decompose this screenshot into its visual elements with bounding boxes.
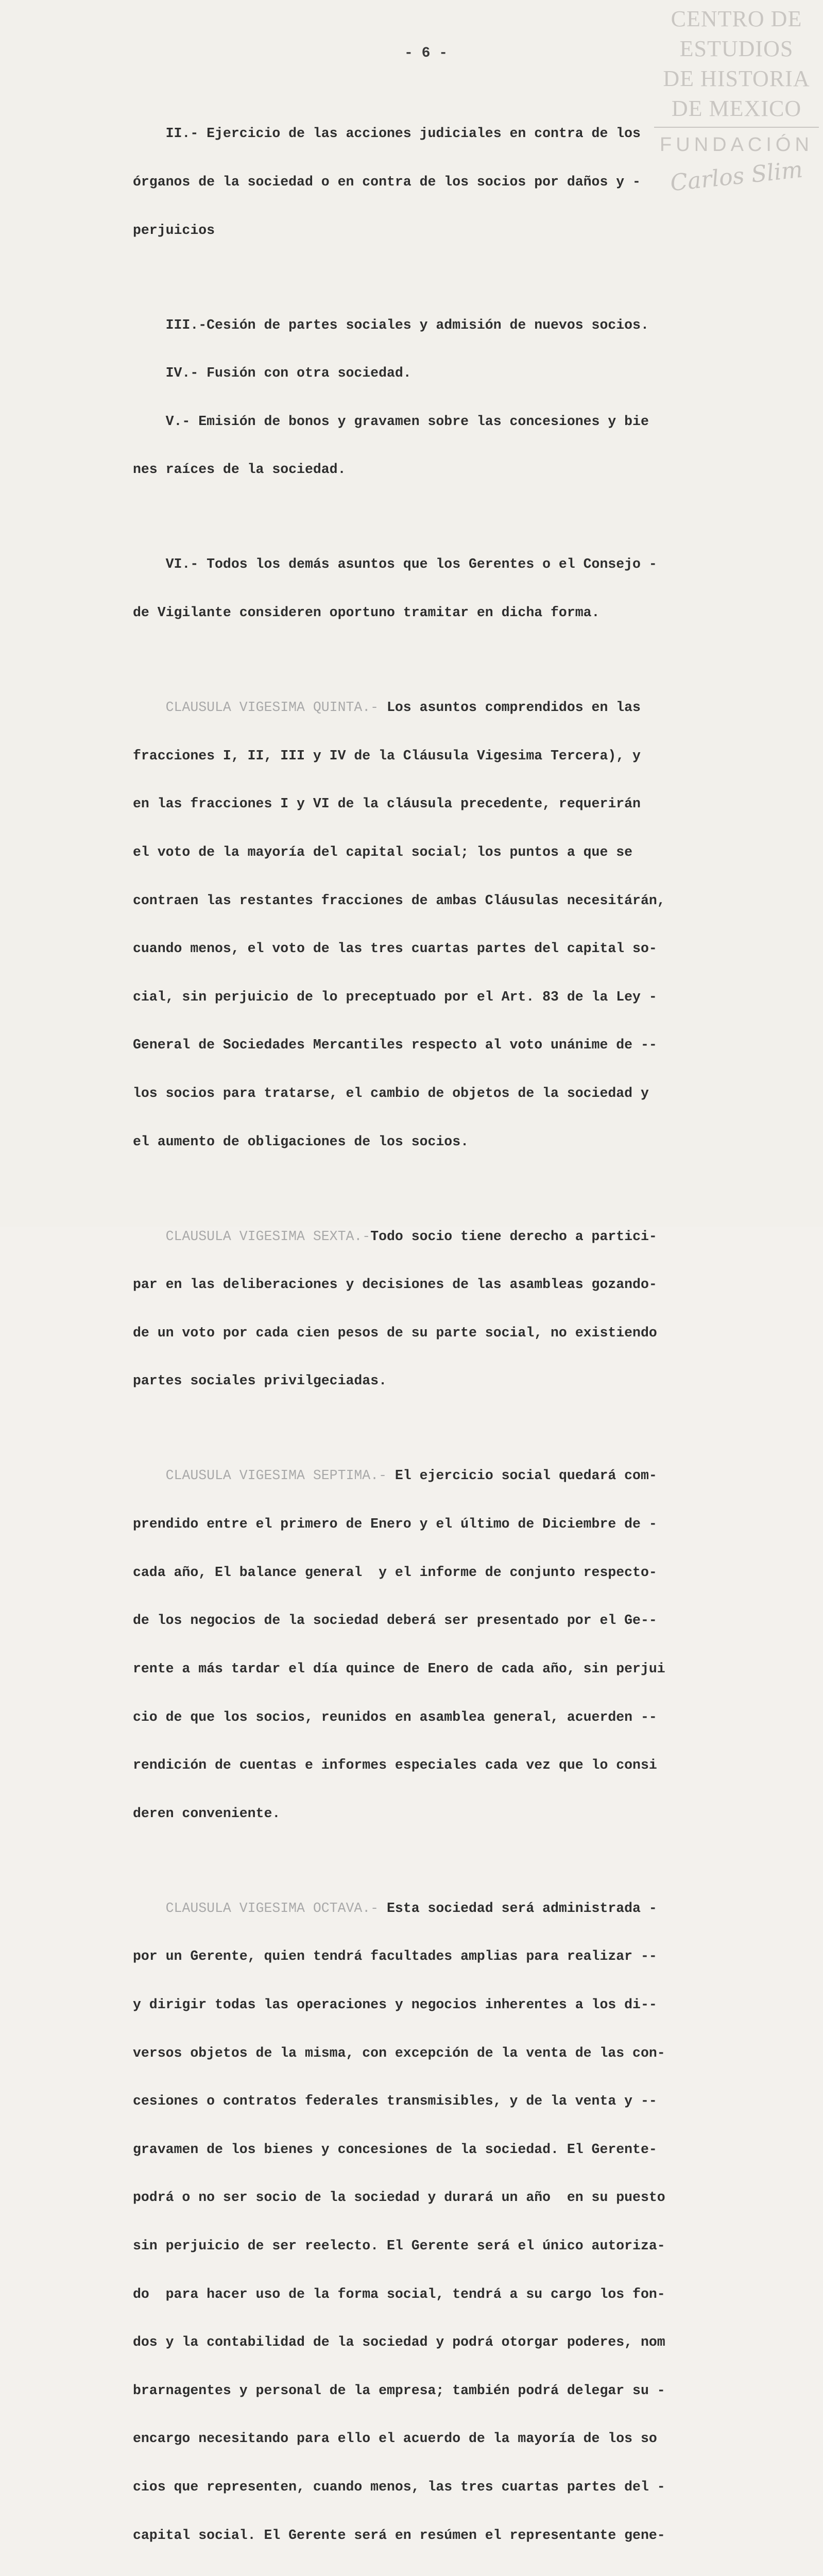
clause-heading: CLAUSULA VIGESIMA SEXTA.-: [133, 1228, 371, 1244]
text-line: cio de que los socios, reunidos en asamblea general, acuerden --: [133, 1709, 657, 1725]
text-line: de los negocios de la sociedad deberá ser presentado por el Ge--: [133, 1613, 657, 1629]
clause-heading: CLAUSULA VIGESIMA OCTAVA.-: [133, 1900, 379, 1916]
watermark-signature: Carlos Slim: [668, 156, 804, 197]
text-line: deren conveniente.: [133, 1805, 281, 1821]
text-line: y dirigir todas las operaciones y negocios inherentes a los di--: [133, 1996, 657, 2012]
text-line: órganos de la sociedad o en contra de los socios por daños y -: [133, 174, 641, 190]
clause-first-text: Esta sociedad será administrada -: [379, 1900, 657, 1916]
text-line: dos y la contabilidad de la sociedad y podrá otorgar poderes, nom: [133, 2334, 665, 2350]
text-line: contraen las restantes fracciones de ambas Cláusulas necesitárán,: [133, 892, 665, 908]
text-line: podrá o no ser socio de la sociedad y durará un año en su puesto: [133, 2190, 665, 2206]
text-line: rente a más tardar el día quince de Enero de cada año, sin perjui: [133, 1660, 665, 1676]
clause-first-line: [133, 1468, 777, 1484]
text-line: el aumento de obligaciones de los socios.: [133, 1133, 469, 1149]
clause-vigesima-sexta: [133, 1196, 777, 1421]
text-line: fracciones I, II, III y IV de la Cláusula Vigesima Tercera), y: [133, 748, 641, 764]
text-line: capital social. El Gerente será en resúmen el representante gene-: [133, 2527, 665, 2543]
clause-heading: CLAUSULA VIGESIMA SEPTIMA.-: [133, 1468, 387, 1484]
text-line: III.-Cesión de partes sociales y admisión de nuevos socios.: [133, 317, 649, 333]
watermark-line-2: ESTUDIOS: [679, 36, 794, 61]
text-line: prendido entre el primero de Enero y el último de Diciembre de -: [133, 1516, 657, 1532]
text-line: de Vigilante consideren oportuno tramitar en dicha forma.: [133, 605, 600, 621]
text-line: partes sociales privilgeciadas.: [133, 1373, 387, 1389]
text-line: por un Gerente, quien tendrá facultades amplias para realizar --: [133, 1948, 657, 1964]
text-line: nes raíces de la sociedad.: [133, 462, 346, 478]
text-line: gravamen de los bienes y concesiones de la sociedad. El Gerente-: [133, 2141, 657, 2157]
clause-first-line: [133, 1229, 777, 1245]
watermark-line-3: DE HISTORIA: [663, 66, 810, 91]
text-line: cesiones o contratos federales transmisibles, y de la venta y --: [133, 2093, 657, 2109]
text-line: cada año, El balance general y el informe de conjunto respecto-: [133, 1564, 657, 1580]
item-ii: [133, 94, 777, 270]
text-line: cial, sin perjuicio de lo preceptuado por el Art. 83 de la Ley -: [133, 989, 657, 1005]
text-line: los socios para tratarse, el cambio de objetos de la sociedad y: [133, 1085, 649, 1101]
text-line: rendición de cuentas e informes especiales cada vez que lo consi: [133, 1757, 657, 1773]
clause-first-text: Los asuntos comprendidos en las: [379, 700, 641, 716]
text-line: par en las deliberaciones y decisiones de las asambleas gozando-: [133, 1277, 657, 1293]
document-body: [133, 94, 777, 2576]
clause-first-text: Todo socio tiene derecho a partici-: [370, 1228, 657, 1244]
text-line: sin perjuicio de ser reelecto. El Gerente será el único autoriza-: [133, 2238, 665, 2253]
text-line: versos objetos de la misma, con excepción de la venta de las con-: [133, 2045, 665, 2061]
text-line: de un voto por cada cien pesos de su parte social, no existiendo: [133, 1325, 657, 1341]
text-line: V.- Emisión de bonos y gravamen sobre las concesiones y bie: [133, 413, 649, 429]
text-line: II.- Ejercicio de las acciones judiciales en contra de los: [133, 126, 641, 142]
text-line: encargo necesitando para ello el acuerdo de la mayoría de los so: [133, 2431, 657, 2447]
text-line: VI.- Todos los demás asuntos que los Gerentes o el Consejo -: [133, 556, 657, 572]
clause-vigesima-septima: [133, 1436, 777, 1854]
clause-vigesima-octava: [133, 1868, 777, 2576]
text-line: IV.- Fusión con otra sociedad.: [133, 365, 412, 381]
items-iii-to-v: [133, 285, 777, 510]
text-line: cios que representen, cuando menos, las tres cuartas partes del -: [133, 2479, 665, 2495]
clause-first-text: El ejercicio social quedará com-: [386, 1468, 657, 1484]
watermark-line-4: DE MEXICO: [671, 96, 802, 121]
clause-heading: CLAUSULA VIGESIMA QUINTA.-: [133, 700, 379, 716]
item-vi: [133, 524, 777, 653]
text-line: General de Sociedades Mercantiles respecto al voto unánime de --: [133, 1037, 657, 1053]
watermark-line-1: CENTRO DE: [671, 6, 802, 31]
watermark-foundation: FUNDACIÓN: [660, 134, 813, 156]
text-line: en las fracciones I y VI de la cláusula precedente, requerirán: [133, 796, 641, 812]
text-line: el voto de la mayoría del capital social; los puntos a que se: [133, 844, 633, 860]
text-line: cuando menos, el voto de las tres cuartas partes del capital so-: [133, 941, 657, 957]
text-line: do para hacer uso de la forma social, tendrá a su cargo los fon-: [133, 2286, 665, 2302]
clause-first-line: [133, 700, 777, 716]
text-line: perjuicios: [133, 222, 215, 238]
clause-first-line: [133, 1901, 777, 1917]
text-line: brarnagentes y personal de la empresa; también podrá delegar su -: [133, 2382, 665, 2398]
page-number: - 6 -: [404, 45, 448, 61]
clause-vigesima-quinta: [133, 668, 777, 1182]
